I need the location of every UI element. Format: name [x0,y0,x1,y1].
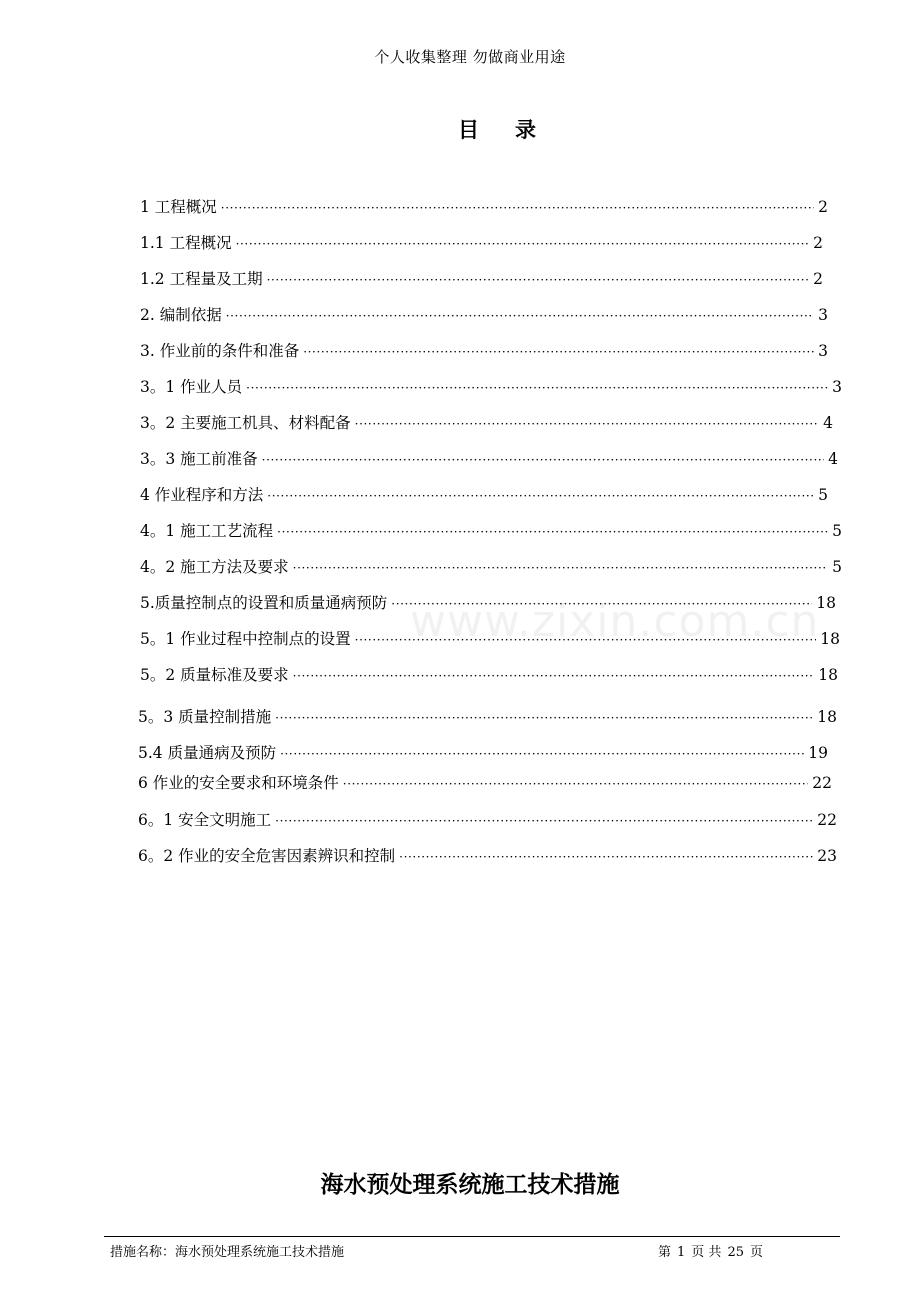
toc-entry-label: 5。1 作业过程中控制点的设置 [140,630,351,648]
toc-entry[interactable] [140,340,828,362]
toc-entry-page: 3 [818,306,828,324]
toc-leader [355,413,819,435]
toc-leader [277,521,828,543]
toc-entry[interactable] [140,412,833,434]
toc-entry[interactable] [138,809,837,831]
toc-entry-label: 3. 作业前的条件和准备 [140,342,300,360]
footer-page-prefix: 第 [658,1245,672,1260]
toc-entry-label: 6 作业的安全要求和环境条件 [138,774,339,792]
toc-title-part2: 录 [515,118,536,142]
toc-leader [226,305,814,327]
toc-leader [399,846,813,868]
toc-entry-label: 4 作业程序和方法 [140,486,264,504]
toc-entry-page: 5 [832,522,842,540]
toc-entry-page: 19 [808,744,828,762]
toc-entry-label: 1.1 工程概况 [140,234,232,252]
toc-entry-page: 4 [823,414,833,432]
footer-page-suffix: 页 [749,1245,763,1260]
toc-entry[interactable] [140,484,828,506]
toc-entry[interactable] [140,556,842,578]
toc-entry-label: 2. 编制依据 [140,306,222,324]
footer-divider [104,1236,840,1237]
toc-leader [267,485,814,507]
toc-entry[interactable] [140,628,840,650]
footer-measure-name: 措施名称：海水预处理系统施工技术措施 [110,1245,345,1260]
footer-page-current: 1 [677,1245,686,1260]
toc-entry-label: 1.2 工程量及工期 [140,270,263,288]
toc-entry-label: 3。1 作业人员 [140,378,243,396]
toc-leader [267,269,810,291]
toc-entry-page: 18 [818,666,838,684]
toc-entry[interactable] [140,268,823,290]
toc-entry[interactable] [140,196,828,218]
toc-entry-label: 5.质量控制点的设置和质量通病预防 [140,594,388,612]
toc-leader [391,593,812,615]
toc-entry[interactable] [138,772,832,794]
toc-leader [280,743,804,765]
toc-entry[interactable] [138,706,837,728]
toc-entry[interactable] [140,664,838,686]
toc-entry-page: 18 [816,594,836,612]
toc-entry[interactable] [140,448,838,470]
toc-leader [275,707,813,729]
toc-entry-label: 1 工程概况 [140,198,217,216]
toc-entry-page: 5 [818,486,828,504]
toc-entry-label: 4。1 施工工艺流程 [140,522,274,540]
toc-leader [293,557,828,579]
toc-leader [246,377,828,399]
footer-page-total: 25 [727,1245,744,1260]
toc-entry-label: 5.4 质量通病及预防 [138,744,277,762]
header-note: 个人收集整理 勿做商业用途 [374,48,566,66]
toc-entry[interactable] [140,592,836,614]
toc-leader [236,233,810,255]
toc-entry[interactable] [140,232,823,254]
toc-leader [343,773,808,795]
toc-leader [262,449,824,471]
toc-entry[interactable] [138,742,828,764]
toc-entry-label: 5。3 质量控制措施 [138,708,272,726]
toc-entry-page: 22 [817,811,837,829]
toc-entry-label: 4。2 施工方法及要求 [140,558,289,576]
toc-entry[interactable] [140,304,828,326]
toc-entry-page: 23 [817,847,837,865]
toc-leader [293,665,815,687]
document-title: 海水预处理系统施工技术措施 [320,1172,620,1198]
toc-entry-page: 18 [820,630,840,648]
toc-entry-page: 22 [812,774,832,792]
toc-leader [221,197,814,219]
toc-entry-label: 3。3 施工前准备 [140,450,258,468]
footer-page-mid: 页 共 [691,1245,722,1260]
toc-leader [303,341,814,363]
footer-page-indicator [658,1241,769,1260]
toc-entry-page: 18 [817,708,837,726]
toc-entry-label: 5。2 质量标准及要求 [140,666,289,684]
toc-entry-label: 3。2 主要施工机具、材料配备 [140,414,351,432]
toc-leader [355,629,817,651]
toc-entry-page: 2 [818,198,828,216]
toc-entry-page: 3 [818,342,828,360]
toc-entry-page: 4 [828,450,838,468]
toc-entry[interactable] [138,845,837,867]
toc-entry-label: 6。1 安全文明施工 [138,811,272,829]
toc-entry[interactable] [140,520,842,542]
toc-entry[interactable] [140,376,842,398]
toc-entry-page: 5 [832,558,842,576]
toc-title-part1: 目 [458,118,479,142]
toc-entry-page: 2 [813,234,823,252]
watermark: www.zixin.com.cn [410,596,820,647]
toc-entry-page: 2 [813,270,823,288]
toc-entry-page: 3 [832,378,842,396]
toc-entry-label: 6。2 作业的安全危害因素辨识和控制 [138,847,396,865]
toc-leader [275,810,813,832]
